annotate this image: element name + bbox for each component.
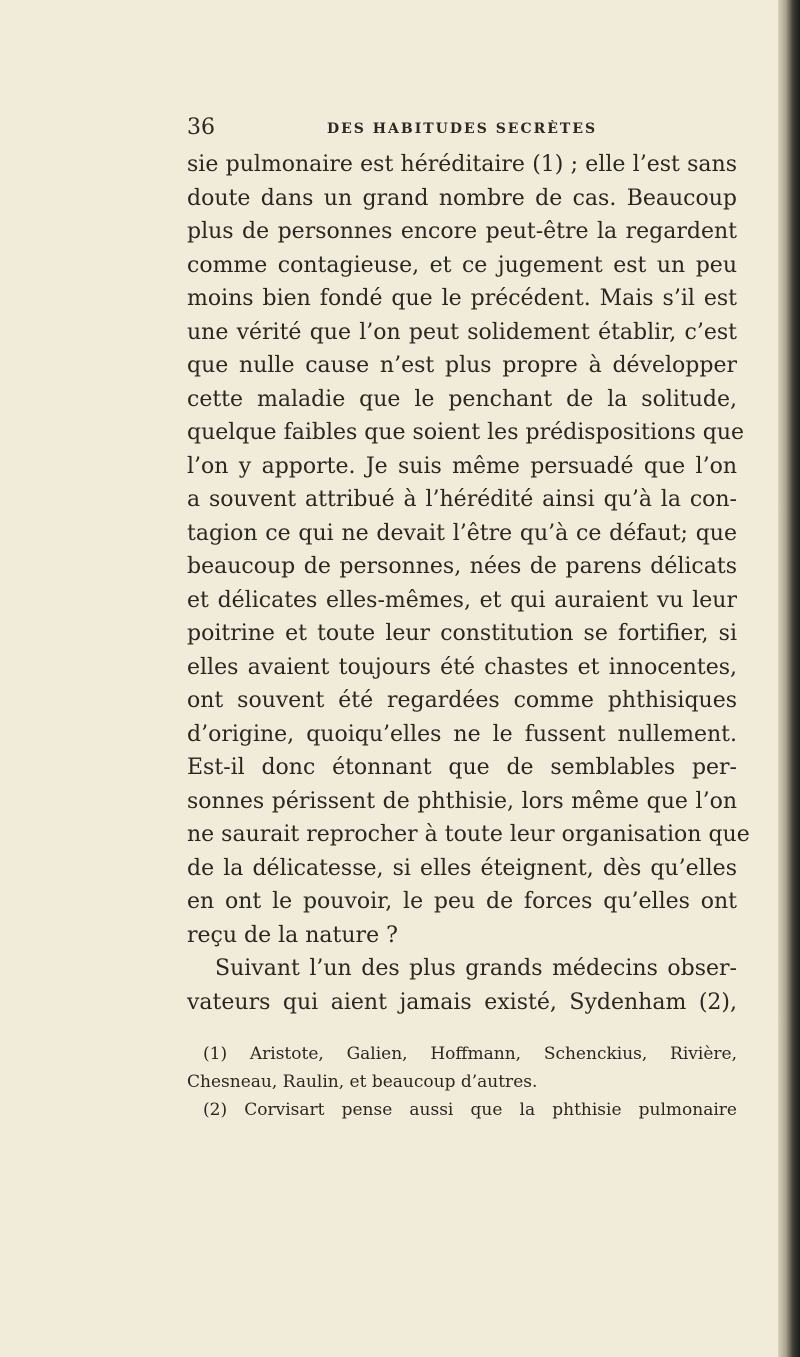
body-text (187, 148, 750, 1019)
footnotes (187, 1040, 737, 1124)
text-line: vateurs qui aient jamais existé, Sydenham (2), (187, 989, 737, 1015)
page-binding-edge (778, 0, 800, 1357)
footnote-line: (1) Aristote, Galien, Hoffmann, Schenckius, Rivière, (203, 1044, 737, 1064)
text-line: Suivant l’un des plus grands médecins obser- (215, 956, 737, 981)
running-title: DES HABITUDES SECRÈTES (327, 121, 598, 137)
text-line: reçu de la nature ? (187, 922, 398, 948)
text-line: Est-il donc étonnant que de semblables per- (187, 755, 737, 780)
text-line: tagion ce qui ne devait l’être qu’à ce défaut; que (187, 520, 737, 546)
text-line: quelque faibles que soient les prédispositions que (187, 420, 745, 445)
text-line: doute dans un grand nombre de cas. Beaucoup (187, 185, 737, 211)
text-line: beaucoup de personnes, nées de parens délicats (187, 554, 737, 579)
text-line: et délicates elles-mêmes, et qui auraient vu leur (187, 587, 737, 613)
page-number: 36 (187, 115, 215, 140)
text-line: l’on y apporte. Je suis même persuadé que l’on (187, 453, 737, 479)
text-line: sonnes périssent de phthisie, lors même que l’on (187, 788, 737, 814)
text-line: comme contagieuse, et ce jugement est un peu (187, 252, 737, 278)
text-line: plus de personnes encore peut-être la regardent (187, 219, 737, 244)
footnote-line: (2) Corvisart pense aussi que la phthisie pulmonaire (203, 1100, 737, 1120)
text-line: de la délicatesse, si elles éteignent, dès qu’elles (187, 855, 737, 881)
text-line: elles avaient toujours été chastes et innocentes, (187, 654, 737, 680)
text-line: ne saurait reprocher à toute leur organisation que (187, 822, 750, 847)
text-line: poitrine et toute leur constitution se fortifier, si (187, 621, 737, 646)
text-line: cette maladie que le penchant de la solitude, (187, 386, 737, 412)
text-line: en ont le pouvoir, le peu de forces qu’elles ont (187, 889, 737, 914)
footnote-line: Chesneau, Raulin, et beaucoup d’autres. (187, 1072, 538, 1092)
text-line: moins bien fondé que le précédent. Mais s’il est (187, 286, 737, 311)
text-line: ont souvent été regardées comme phthisiques (187, 688, 737, 713)
text-line: une vérité que l’on peut solidement établir, c’est (187, 319, 737, 345)
text-line: sie pulmonaire est héréditaire (1) ; elle l’est sans (187, 152, 737, 177)
text-line: que nulle cause n’est plus propre à développer (187, 353, 737, 378)
text-line: d’origine, quoiqu’elles ne le fussent nullement. (187, 721, 737, 747)
running-head (187, 113, 735, 143)
text-line: a souvent attribué à l’hérédité ainsi qu’à la con- (187, 487, 737, 512)
